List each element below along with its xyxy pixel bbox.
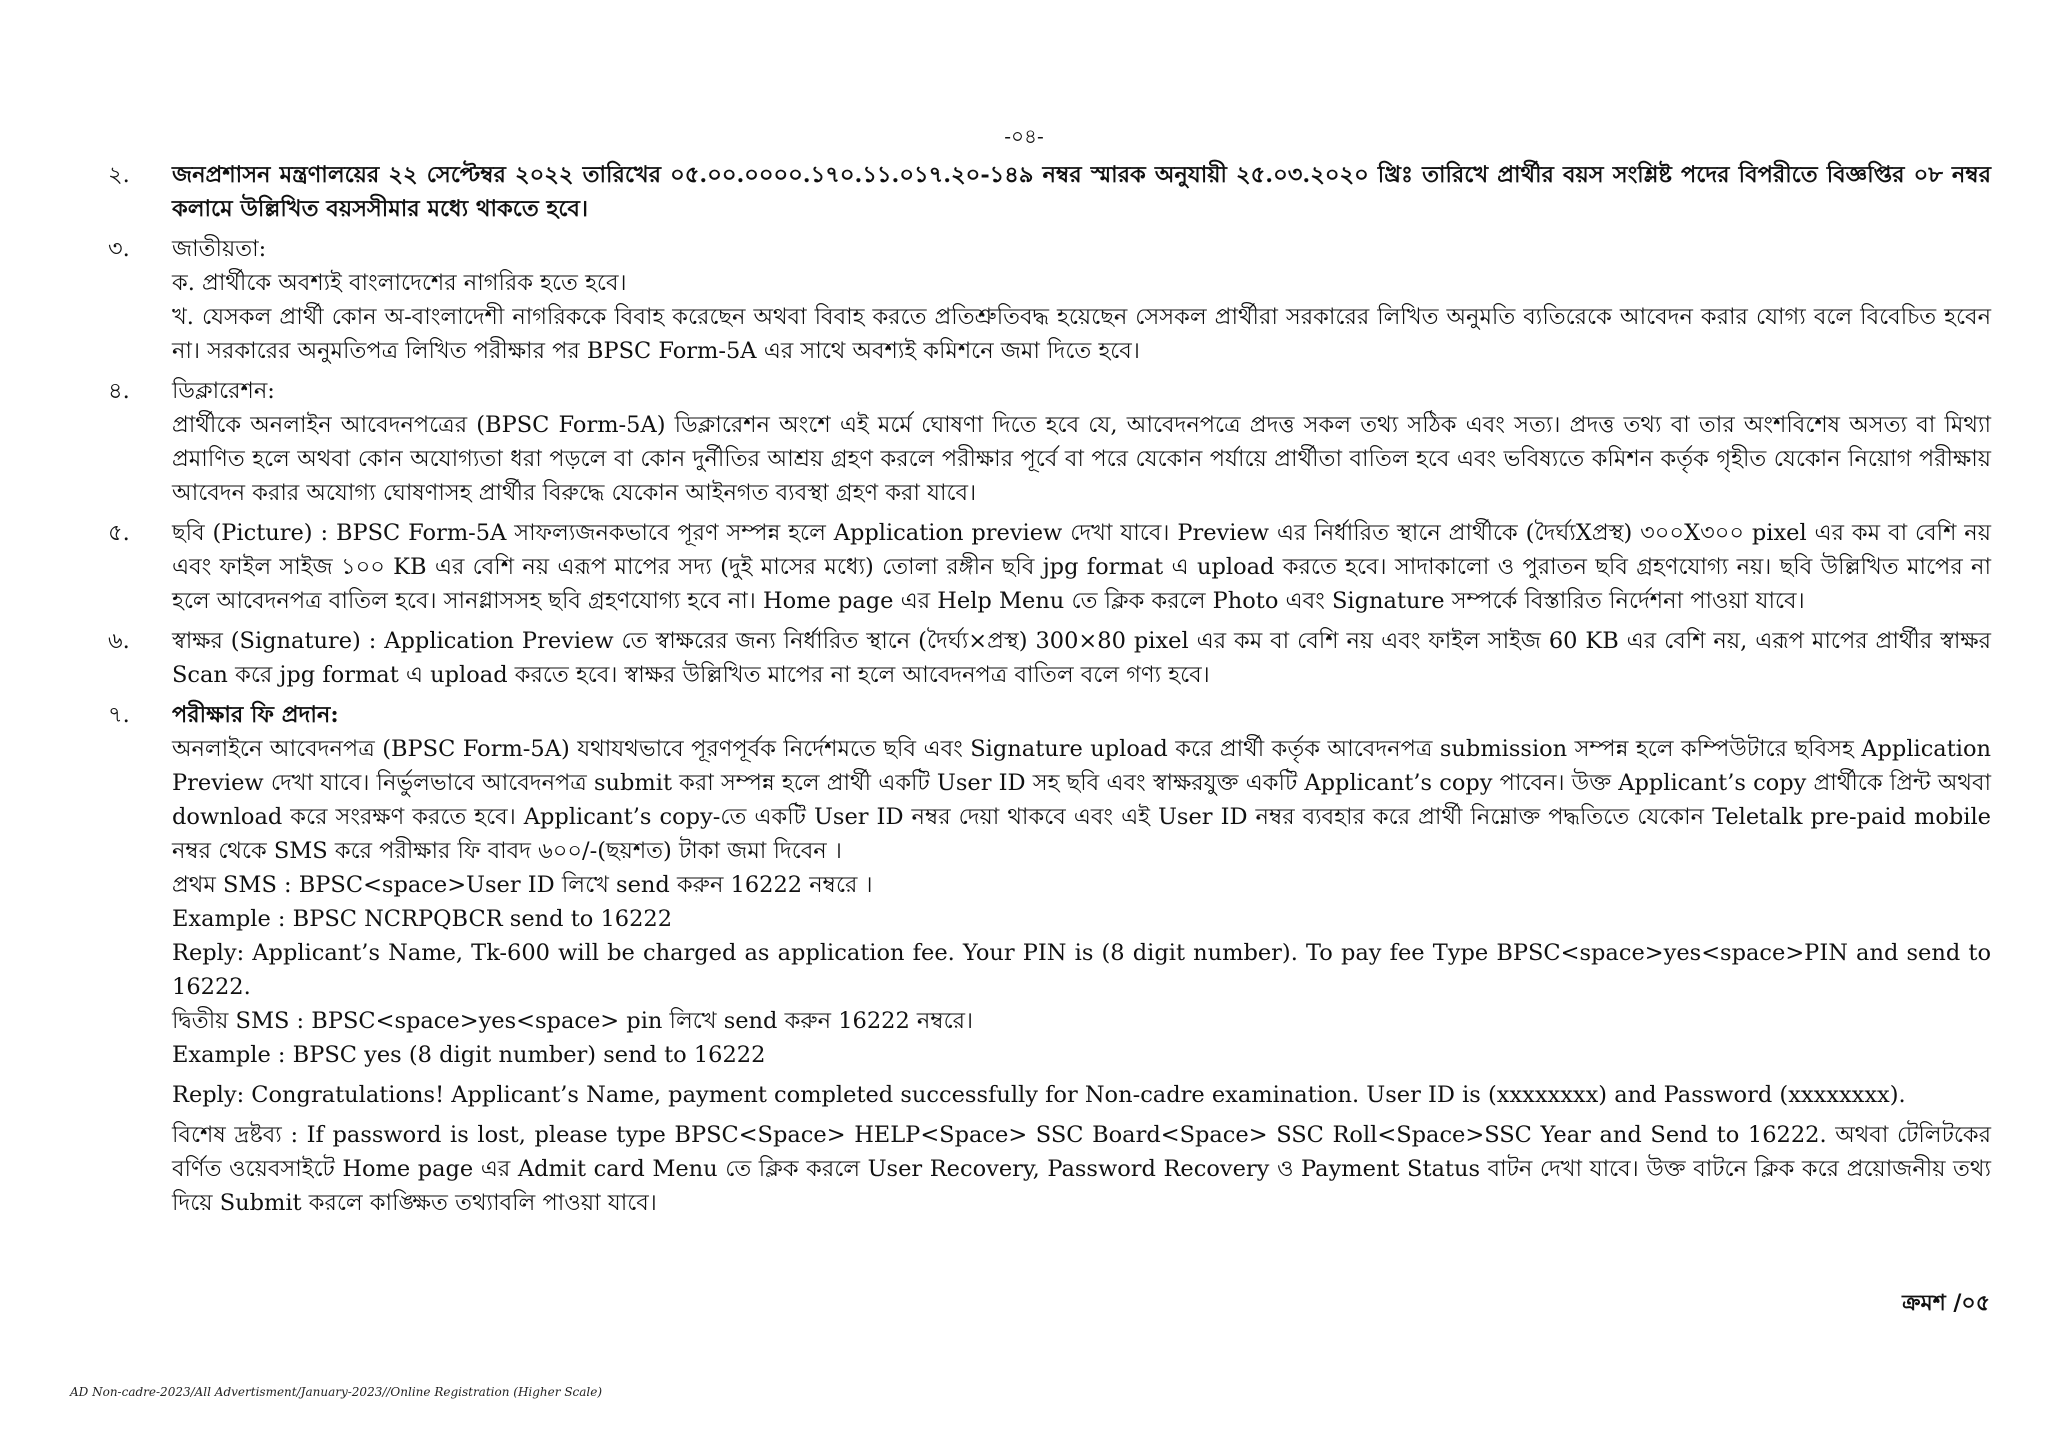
paragraph: ছবি (Picture) : BPSC Form-5A সাফল্যজনকভাবে পূরণ সম্পন্ন হলে Application preview দেখা যাবে। Preview এর নির্ধারিত স্থানে প্রার্থীকে (দৈর্ঘ্যXপ্রস্থ) ৩০০X৩০০ pixel এর কম বা বেশি নয় এবং ফাইল সাইজ ১০০ KB এর বেশি নয় এরূপ মাপের সদ্য (দুই মাসের মধ্যে) তোলা রঙ্গীন ছবি jpg format এ upload করতে হবে। সাদাকালো ও পুরাতন ছবি গ্রহণযোগ্য নয়। ছবি উল্লিখিত মাপের না হলে আবেদনপত্র বাতিল হবে। সানগ্লাসসহ ছবি গ্রহণযোগ্য হবে না। Home page এর Help Menu তে ক্লিক করলে Photo এবং Signature সম্পর্কে বিস্তারিত নির্দেশনা পাওয়া যাবে। xyxy=(172,520,1991,614)
example-1: Example : BPSC NCRPQBCR send to 16222 xyxy=(172,906,673,932)
paragraph: স্বাক্ষর (Signature) : Application Preview তে স্বাক্ষরের জন্য নির্ধারিত স্থানে (দৈর্ঘ্য×প্রস্থ) 300×80 pixel এর কম বা বেশি নয় এবং ফাইল সাইজ 60 KB এর বেশি নয়, এরূপ মাপের প্রার্থীর স্বাক্ষর Scan করে jpg format এ upload করতে হবে। স্বাক্ষর উল্লিখিত মাপের না হলে আবেদনপত্র বাতিল বলে গণ্য হবে। xyxy=(172,628,1991,688)
page-number: -০৪- xyxy=(1004,124,1044,148)
paragraph: অনলাইনে আবেদনপত্র (BPSC Form-5A) যথাযথভাবে পূরণপূর্বক নির্দেশমতে ছবি এবং Signature upload করে প্রার্থী কর্তৃক আবেদনপত্র submission সম্পন্ন হলে কম্পিউটারে ছবিসহ Application Preview দেখা যাবে। নির্ভুলভাবে আবেদনপত্র submit করা সম্পন্ন হলে প্রার্থী একটি User ID সহ ছবি এবং স্বাক্ষরযুক্ত একটি Applicant’s copy পাবেন। উক্ত Applicant’s copy প্রার্থীকে প্রিন্ট অথবা download করে সংরক্ষণ করতে হবে। Applicant’s copy-তে একটি User ID নম্বর দেয়া থাকবে এবং এই User ID নম্বর ব্যবহার করে প্রার্থী নিম্নোক্ত পদ্ধতিতে যেকোন Teletalk pre-paid mobile নম্বর থেকে SMS করে পরীক্ষার ফি বাবদ ৬০০/-(ছয়শত) টাকা জমা দিবেন । xyxy=(172,736,1991,864)
paragraph: জনপ্রশাসন মন্ত্রণালয়ের ২২ সেপ্টেম্বর ২০২২ তারিখের ০৫.০০.০০০০.১৭০.১১.০১৭.২০-১৪৯ নম্বর স্মারক অনুযায়ী ২৫.০৩.২০২০ খ্রিঃ তারিখে প্রার্থীর বয়স সংশ্লিষ্ট পদের বিপরীতে বিজ্ঞপ্তির ০৮ নম্বর কলামে উল্লিখিত বয়সসীমার মধ্যে থাকতে হবে। xyxy=(172,162,1991,222)
section-2 xyxy=(108,158,1991,226)
paragraph: ক. প্রার্থীকে অবশ্যই বাংলাদেশের নাগরিক হতে হবে। xyxy=(172,270,627,296)
section-number: ৭. xyxy=(108,702,130,728)
paragraph: খ. যেসকল প্রার্থী কোন অ-বাংলাদেশী নাগরিককে বিবাহ করেছেন অথবা বিবাহ করতে প্রতিশ্রুতিবদ্ধ হয়েছেন সেসকল প্রার্থীরা সরকারের লিখিত অনুমতি ব্যতিরেকে আবেদন করার যোগ্য বলে বিবেচিত হবেন না। সরকারের অনুমতিপত্র লিখিত পরীক্ষার পর BPSC Form-5A এর সাথে অবশ্যই কমিশনে জমা দিতে হবে। xyxy=(172,304,1991,364)
continued-label: ক্রমশ /০৫ xyxy=(1902,1290,1990,1316)
section-number: ৫. xyxy=(108,520,130,546)
section-6 xyxy=(108,624,1991,692)
reply-2: Reply: Congratulations! Applicant’s Name, payment completed successfully for Non-cadre examination. User ID is (xxxxxxxx) and Password (xxxxxxxx). xyxy=(172,1082,1906,1108)
example-2: Example : BPSC yes (8 digit number) send to 16222 xyxy=(172,1042,766,1068)
section-number: ২. xyxy=(108,162,130,188)
section-number: ৬. xyxy=(108,628,130,654)
reply-1: Reply: Applicant’s Name, Tk-600 will be charged as application fee. Your PIN is (8 digit number). To pay fee Type BPSC<space>yes<space>PIN and send to 16222. xyxy=(172,940,1991,1000)
section-number: ৪. xyxy=(108,378,130,404)
section-title: ডিক্লারেশন: xyxy=(172,378,275,404)
section-7 xyxy=(108,698,1991,1220)
section-5 xyxy=(108,516,1991,618)
sms-step-2: দ্বিতীয় SMS : BPSC<space>yes<space> pin লিখে send করুন 16222 নম্বরে। xyxy=(172,1008,974,1034)
section-3 xyxy=(108,232,1991,368)
paragraph: প্রার্থীকে অনলাইন আবেদনপত্রের (BPSC Form-5A) ডিক্লারেশন অংশে এই মর্মে ঘোষণা দিতে হবে যে, আবেদনপত্রে প্রদত্ত সকল তথ্য সঠিক এবং সত্য। প্রদত্ত তথ্য বা তার অংশবিশেষ অসত্য বা মিথ্যা প্রমাণিত হলে অথবা কোন অযোগ্যতা ধরা পড়লে বা কোন দুর্নীতির আশ্রয় গ্রহণ করলে পরীক্ষার পূর্বে বা পরে যেকোন পর্যায়ে প্রার্থীতা বাতিল হবে এবং ভবিষ্যতে কমিশন কর্তৃক গৃহীত যেকোন নিয়োগ পরীক্ষায় আবেদন করার অযোগ্য ঘোষণাসহ প্রার্থীর বিরুদ্ধে যেকোন আইনগত ব্যবস্থা গ্রহণ করা যাবে। xyxy=(172,412,1991,506)
section-title: পরীক্ষার ফি প্রদান: xyxy=(172,702,339,728)
special-note: বিশেষ দ্রষ্টব্য : If password is lost, please type BPSC<Space> HELP<Space> SSC Board<Space> SSC Roll<Space>SSC Year and Send to 16222. অথবা টেলিটকের বর্ণিত ওয়েবসাইটে Home page এর Admit card Menu তে ক্লিক করলে User Recovery, Password Recovery ও Payment Status বাটন দেখা যাবে। উক্ত বাটনে ক্লিক করে প্রয়োজনীয় তথ্য দিয়ে Submit করলে কাঙ্ক্ষিত তথ্যাবলি পাওয়া যাবে। xyxy=(172,1122,1991,1216)
footer-path: AD Non-cadre-2023/All Advertisment/January-2023//Online Registration (Higher Scale) xyxy=(70,1385,603,1399)
document-body xyxy=(108,158,1991,1226)
sms-step-1: প্রথম SMS : BPSC<space>User ID লিখে send করুন 16222 নম্বরে । xyxy=(172,872,873,898)
section-4 xyxy=(108,374,1991,510)
section-number: ৩. xyxy=(108,236,130,262)
section-title: জাতীয়তা: xyxy=(172,236,267,262)
